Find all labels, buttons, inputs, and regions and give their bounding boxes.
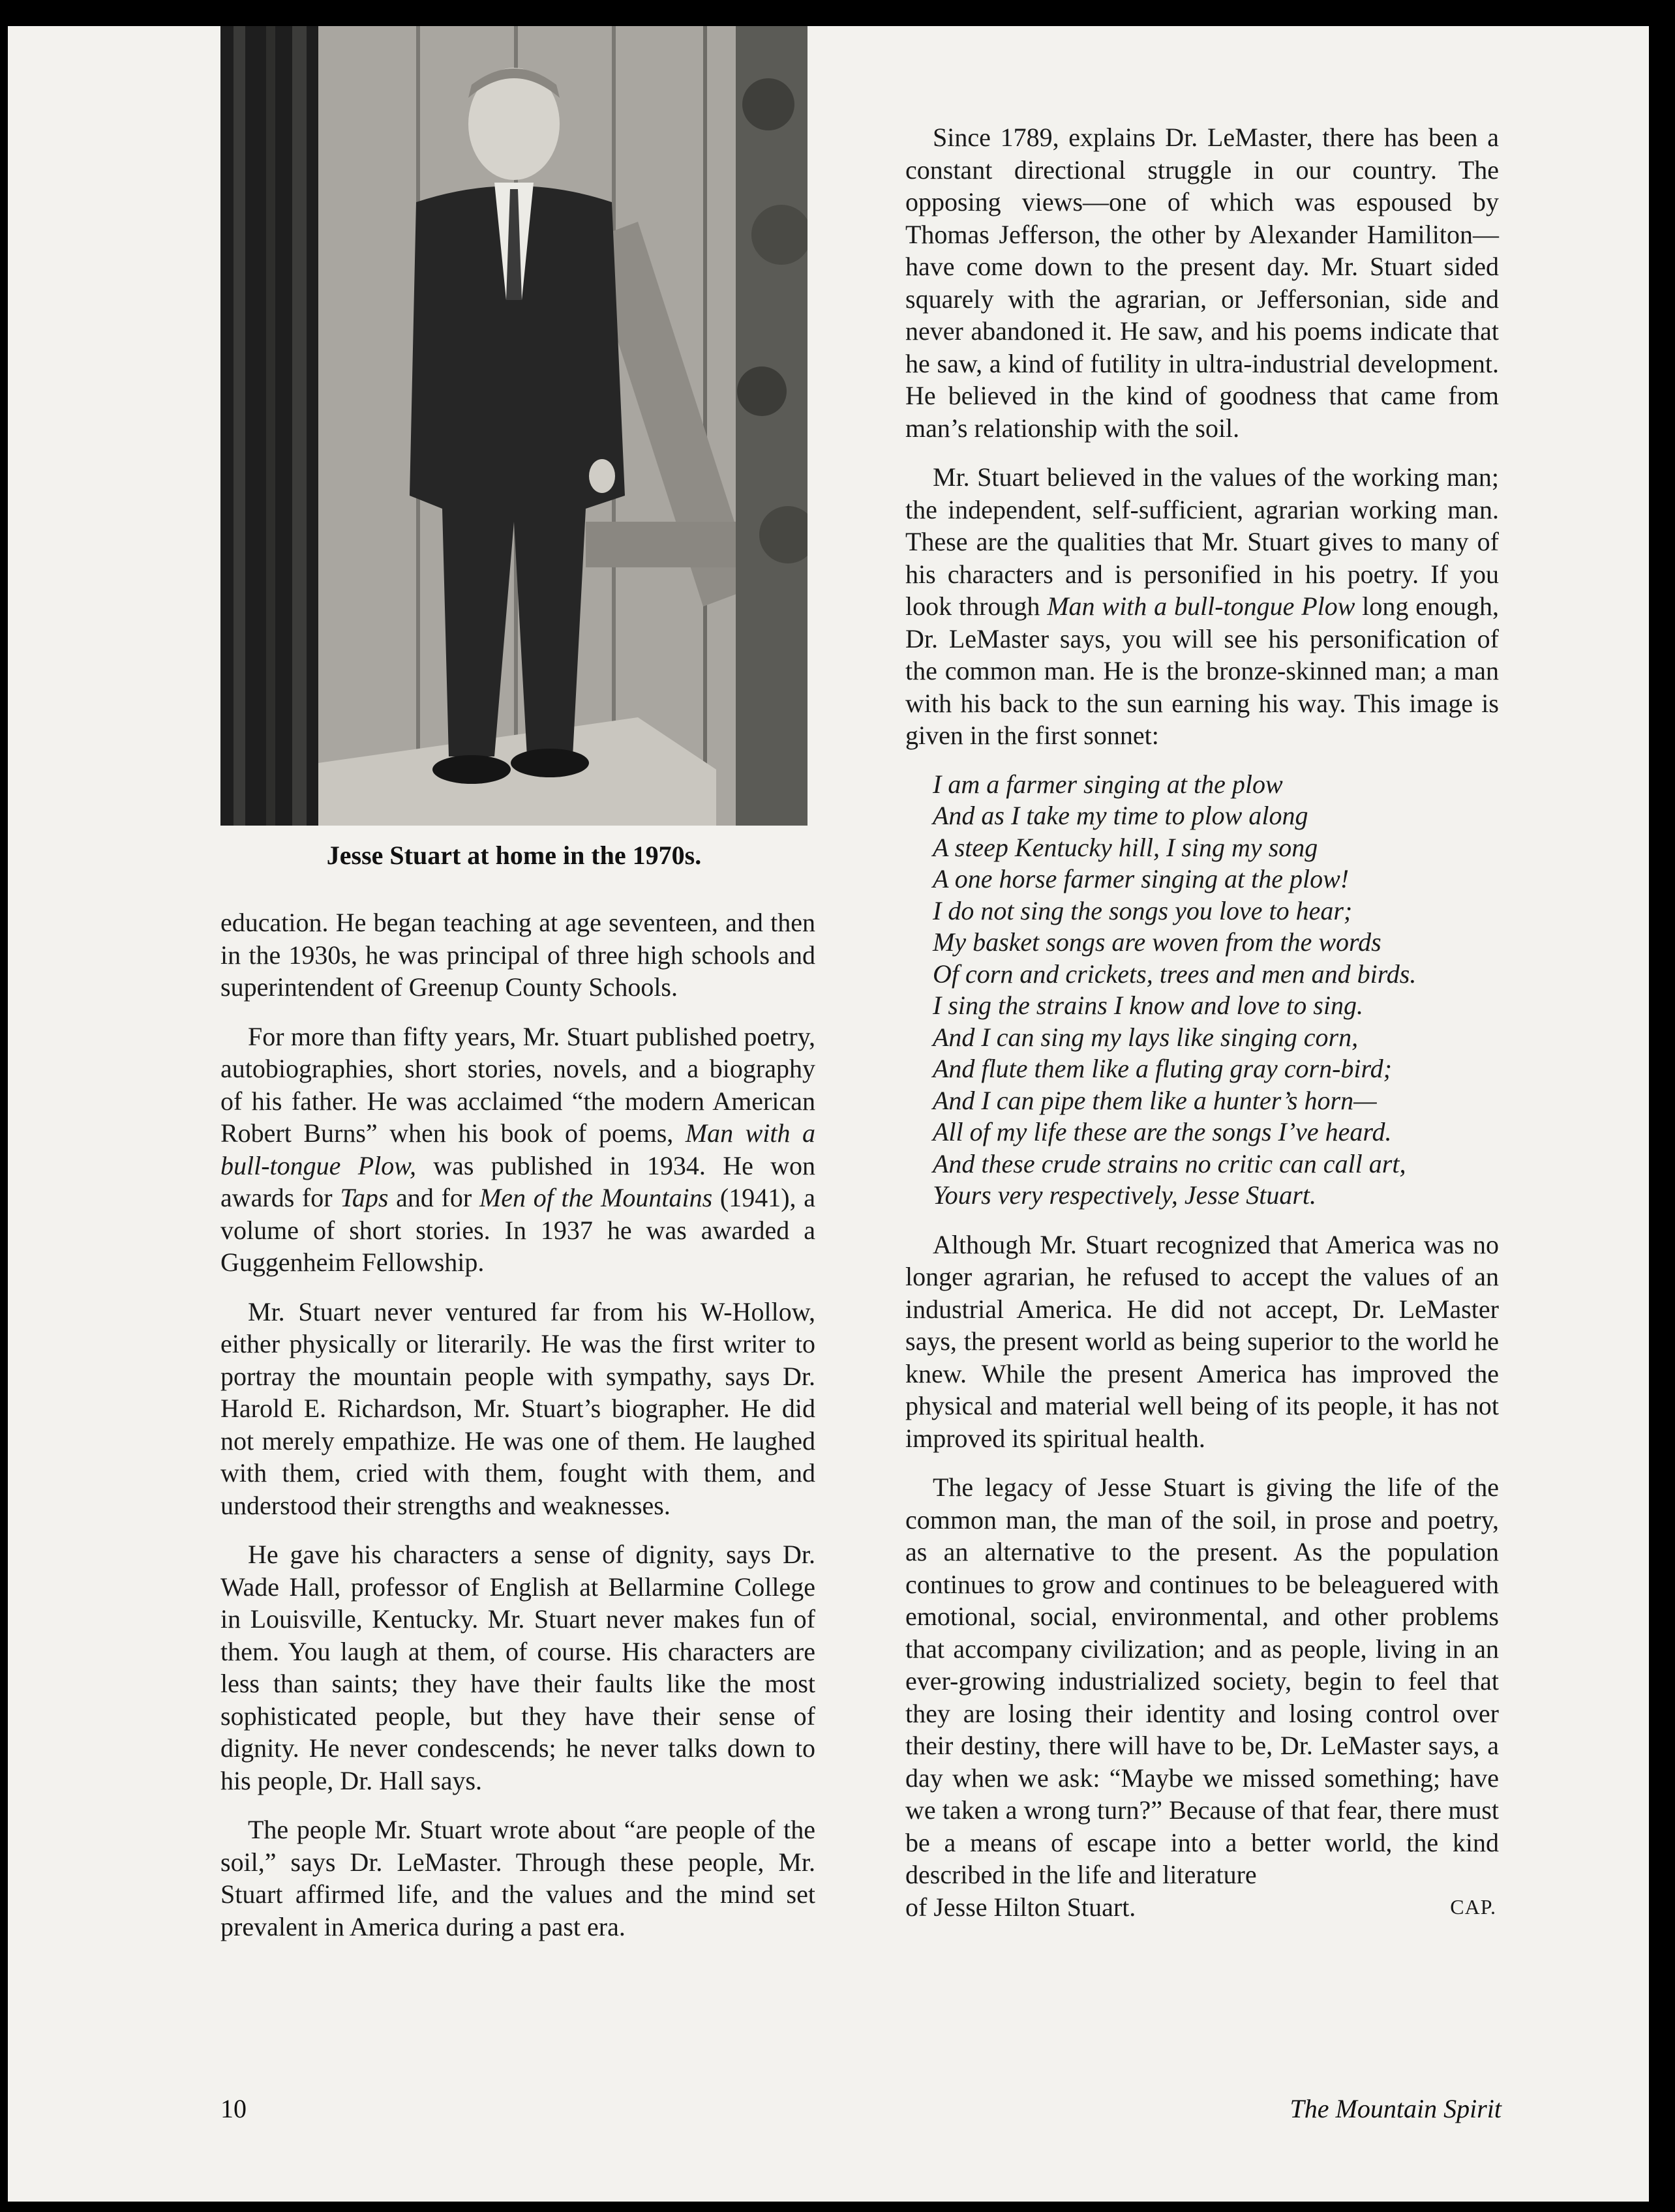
left-column xyxy=(220,906,815,1960)
poem-line: All of my life these are the songs I’ve heard. xyxy=(933,1117,1392,1146)
poem-line: My basket songs are woven from the words xyxy=(933,927,1381,957)
paragraph: education. He began teaching at age seventeen, and then in the 1930s, he was principal of three high schools and superintendent of Greenup County Schools. xyxy=(220,908,815,1002)
paragraph xyxy=(905,461,1499,752)
text-run: was published in 1934. He won awards for xyxy=(220,1150,815,1212)
page-number: 10 xyxy=(220,2094,247,2123)
poem-line: A steep Kentucky hill, I sing my song xyxy=(933,832,1318,862)
poem-line: And as I take my time to plow along xyxy=(933,801,1308,830)
paragraph: He gave his characters a sense of dignity, says Dr. Wade Hall, professor of English at Bellarmine College in Louisville, Kentucky. Mr. Stuart never makes fun of them. You laugh at them, of course. His characters are less than saints; they have their faults like the most sophisticated people, but they have their sense of dignity. He never condescends; he never talks down to his people, Dr. Hall says. xyxy=(220,1540,815,1795)
text-run: (1941), a volume of short stories. In 1937 he was awarded a Guggenheim Fellowship. xyxy=(220,1183,815,1277)
closing-line xyxy=(905,1891,1499,1924)
poem-line: I do not sing the songs you love to hear; xyxy=(933,895,1353,925)
poem-line: And these crude strains no critic can call art, xyxy=(933,1148,1406,1178)
poem-line: And I can pipe them like a hunter’s horn— xyxy=(933,1085,1377,1115)
poem-line: A one horse farmer singing at the plow! xyxy=(933,864,1350,893)
poem-line: And I can sing my lays like singing corn, xyxy=(933,1022,1359,1052)
book-title: Man with a bull-tongue Plow, xyxy=(220,1118,815,1180)
poem-line: And flute them like a fluting gray corn-bird; xyxy=(933,1054,1392,1083)
text-run: Mr. Stuart believed in the values of the working man; the independent, self-sufficient, agrarian working man. These are the qualities that Mr. Stuart gives to many of his characters and is personified in his poetry. If you look through xyxy=(905,462,1499,621)
right-column xyxy=(905,121,1499,1923)
poem-line: Yours very respectively, Jesse Stuart. xyxy=(933,1180,1317,1210)
paragraph: Mr. Stuart never ventured far from his W-Hollow, either physically or literarily. He was the first writer to portray the mountain people with sympathy, says Dr. Harold E. Richardson, Mr. Stuart’s biographer. He did not merely empathize. He was one of them. He laughed with them, cried with them, fought with them, and understood their strengths and weaknesses. xyxy=(220,1296,815,1520)
author-signature: CAP. xyxy=(1450,1894,1496,1919)
book-title: Men of the Mountains xyxy=(479,1183,713,1212)
book-title: Taps xyxy=(340,1183,389,1212)
paragraph: The legacy of Jesse Stuart is giving the life of the common man, the man of the soil, in prose and poetry, as an alternative to the present. As the population continues to grow and continues to be beleaguered with emotional, social, environmental, and other problems that accompany civilization; and as people, living in an ever-growing industrialized society, begin to feel that they are losing their identity and losing control over their destiny, there will have to be, Dr. LeMaster says, a day when we ask: “Maybe we missed something; have we taken a wrong turn?” Because of that fear, there must be a means of escape into a better world, the kind described in the life and literature xyxy=(905,1472,1499,1889)
text-run: long enough, Dr. LeMaster says, you will see his personification of the common man. He is the bronze-skinned man; a man with his back to the sun earning his way. This image is given in the first sonnet: xyxy=(905,591,1499,750)
magazine-page xyxy=(8,26,1649,2202)
paragraph: Since 1789, explains Dr. LeMaster, there has been a constant directional struggle in our country. The opposing views—one of which was espoused by Thomas Jefferson, the other by Alexander Hamiliton—have come down to the present day. Mr. Stuart sided squarely with the agrarian, or Jeffersonian, side and never abandoned it. He saw, and his poems indicate that he saw, a kind of futility in ultra-industrial development. He believed in the kind of goodness that came from man’s relationship with the soil. xyxy=(905,123,1499,443)
text-run: and for xyxy=(388,1183,479,1212)
paragraph xyxy=(220,1021,815,1279)
portrait-photo-illustration xyxy=(220,26,807,826)
paragraph: The people Mr. Stuart wrote about “are people of the soil,” says Dr. LeMaster. Through these people, Mr. Stuart affirmed life, and the values and the mind set prevalent in America during a past era. xyxy=(220,1815,815,1941)
poem-line: Of corn and crickets, trees and men and birds. xyxy=(933,959,1417,989)
text-run: For more than fifty years, Mr. Stuart published poetry, autobiographies, short stories, novels, and a biography of his father. He was acclaimed “the modern American Robert Burns” when his book of poems, xyxy=(220,1021,815,1148)
poem-line: I sing the strains I know and love to sing. xyxy=(933,991,1363,1020)
closing-text: of Jesse Hilton Stuart. xyxy=(905,1892,1136,1922)
book-title: Man with a bull-tongue Plow xyxy=(1047,591,1355,621)
poem-line: I am a farmer singing at the plow xyxy=(933,769,1283,799)
sonnet xyxy=(905,769,1499,1212)
portrait-photo xyxy=(220,26,807,826)
paragraph: Although Mr. Stuart recognized that America was no longer agrarian, he refused to accept the values of an industrial America. He did not accept, Dr. LeMaster says, the present world as being superior to the world he knew. While the present America has improved the physical and material well being of its people, it has not improved its spiritual health. xyxy=(905,1229,1499,1453)
photo-caption: Jesse Stuart at home in the 1970s. xyxy=(326,841,702,870)
publication-name: The Mountain Spirit xyxy=(1290,2094,1501,2123)
